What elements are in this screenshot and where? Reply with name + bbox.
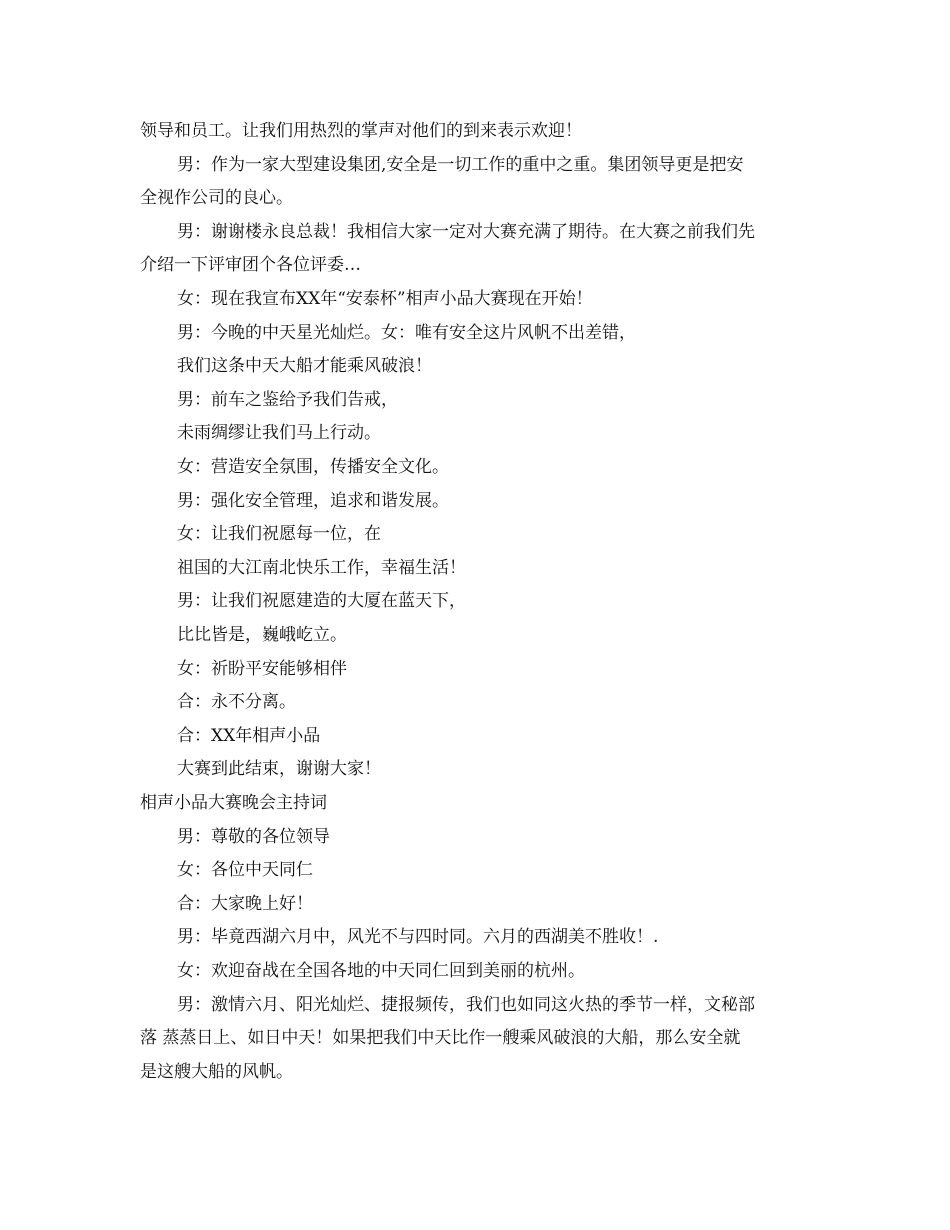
text-line: 男：今晚的中天星光灿烂。女：唯有安全这片风帆不出差错， xyxy=(177,323,636,343)
text-line: 男：激情六月、阳光灿烂、捷报频传，我们也如同这火热的季节一样，文秘部 xyxy=(177,995,755,1015)
text-line: 合：永不分离。 xyxy=(177,692,296,712)
text-line: 介绍一下评审团个各位评委… xyxy=(140,255,361,275)
text-line: 全视作公司的良心。 xyxy=(140,188,293,208)
text-line: 女：让我们祝愿每一位，在 xyxy=(177,524,381,544)
text-line: 男：尊敬的各位领导 xyxy=(177,827,330,847)
text-line: 我们这条中天大船才能乘风破浪！ xyxy=(177,356,432,376)
text-line: 女：祈盼平安能够相伴 xyxy=(177,659,347,679)
text-line: 未雨绸缪让我们马上行动。 xyxy=(177,423,381,443)
text-line: 女：各位中天同仁 xyxy=(177,860,313,880)
text-line: 男：让我们祝愿建造的大厦在蓝天下， xyxy=(177,591,466,611)
text-line: 是这艘大船的风帆。 xyxy=(140,1062,293,1082)
text-line: 女：欢迎奋战在全国各地的中天同仁回到美丽的杭州。 xyxy=(177,961,585,981)
text-line: 大赛到此结束，谢谢大家！ xyxy=(177,759,381,779)
text-line: 领导和员工。让我们用热烈的掌声对他们的到来表示欢迎！ xyxy=(140,121,582,141)
text-line: 祖国的大江南北快乐工作，幸福生活！ xyxy=(177,558,466,578)
text-line: 男：毕竟西湖六月中，风光不与四时同。六月的西湖美不胜收！. xyxy=(177,927,659,947)
text-line: 男：强化安全管理，追求和谐发展。 xyxy=(177,491,449,511)
text-line: 女：现在我宣布XX年“安泰杯”相声小品大赛现在开始！ xyxy=(177,289,593,309)
section-title: 相声小品大赛晚会主持词 xyxy=(140,793,327,813)
text-line: 合：XX年相声小品 xyxy=(177,726,321,746)
text-line: 男：前车之鉴给予我们告戒， xyxy=(177,390,398,410)
text-line: 比比皆是，巍峨屹立。 xyxy=(177,625,347,645)
text-line: 女：营造安全氛围，传播安全文化。 xyxy=(177,457,449,477)
text-line: 落 蒸蒸日上、如日中天！如果把我们中天比作一艘乘风破浪的大船，那么安全就 xyxy=(140,1028,741,1048)
text-line: 合：大家晚上好！ xyxy=(177,894,313,914)
text-line: 男：作为一家大型建设集团,安全是一切工作的重中之重。集团领导更是把安 xyxy=(177,155,744,175)
text-line: 男：谢谢楼永良总裁！我相信大家一定对大赛充满了期待。在大赛之前我们先 xyxy=(177,222,755,242)
